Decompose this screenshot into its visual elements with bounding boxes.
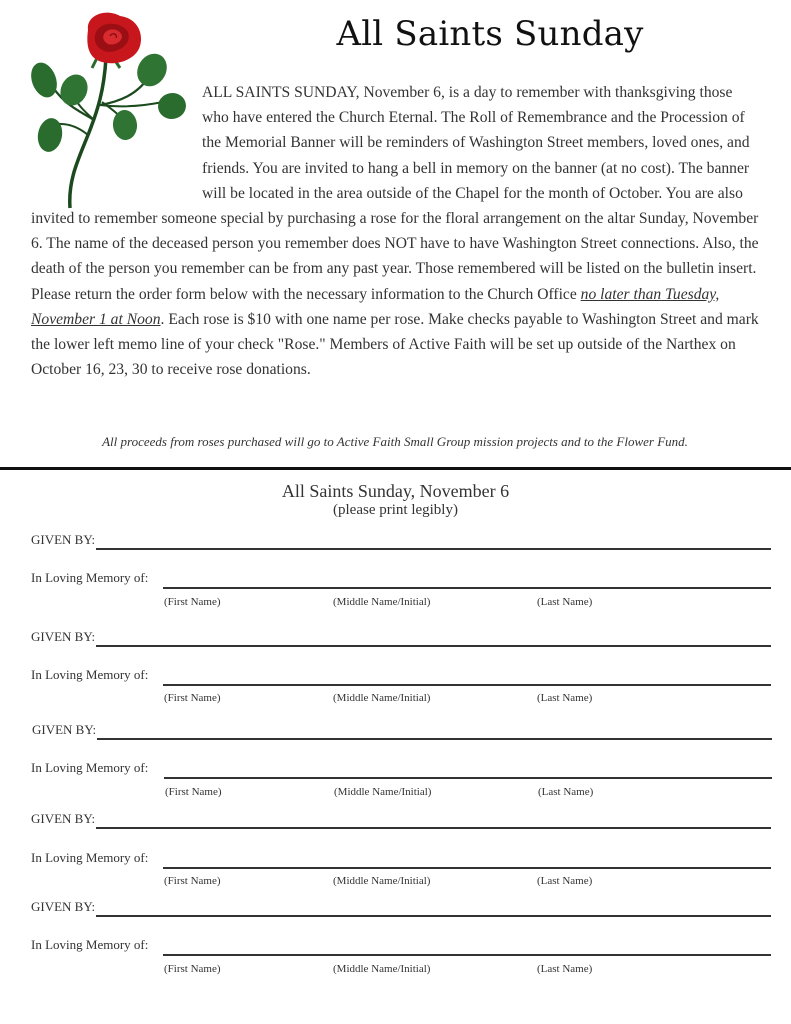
first-name-caption: (First Name) xyxy=(164,963,221,975)
last-name-caption: (Last Name) xyxy=(538,786,594,798)
memory-label: In Loving Memory of: xyxy=(31,570,149,585)
first-name-caption: (First Name) xyxy=(164,875,221,887)
image-wrap-spacer xyxy=(31,80,202,206)
middle-name-caption: (Middle Name/Initial) xyxy=(333,692,431,704)
middle-name-caption: (Middle Name/Initial) xyxy=(333,963,431,975)
middle-name-caption: (Middle Name/Initial) xyxy=(333,875,431,887)
memorial-entry xyxy=(0,898,791,988)
form-title: All Saints Sunday, November 6 xyxy=(281,481,510,501)
announcement-text-continued: . Each rose is $10 with one name per rose. Make checks payable to Washington Street and mark the lower left memo line of your check "Rose." Members of Active Faith will be set up outside of the Narthex on October 16, 23, 30 to receive rose donations. xyxy=(31,310,759,379)
announcement-text: ALL SAINTS SUNDAY, November 6, is a day to remember with thanksgiving those who have entered the Church Eternal. The Roll of Remembrance and the Procession of the Memorial Banner will be reminders of Washington Street members, loved ones, and friends. You are invited to hang a bell in memory on the banner (at no cost). The banner will be located in the area outside of the Chapel for the month of October. You are also invited to remember someone special by purchasing a rose for the floral arrangement on the altar Sunday, November 6. The name of the deceased person you remember does NOT have to have Washington Street connections. Also, the death of the person you remember can be from any past year. Those remembered will be listed on the bulletin insert. Please return the order form below with the necessary information to the Church Office xyxy=(31,84,759,303)
given-by-field[interactable] xyxy=(96,645,771,647)
last-name-caption: (Last Name) xyxy=(537,692,593,704)
memory-label: In Loving Memory of: xyxy=(31,850,149,865)
given-by-label: GIVEN BY: xyxy=(31,899,96,914)
proceeds-note: All proceeds from roses purchased will go to Active Faith Small Group mission projects and to the Flower Fund. xyxy=(102,434,688,449)
memory-name-field[interactable] xyxy=(164,777,772,779)
given-by-label: GIVEN BY: xyxy=(32,722,97,737)
given-by-field[interactable] xyxy=(96,915,771,917)
memorial-entry xyxy=(0,810,791,900)
middle-name-caption: (Middle Name/Initial) xyxy=(334,786,432,798)
first-name-caption: (First Name) xyxy=(164,692,221,704)
form-subtitle: (please print legibly) xyxy=(333,502,458,518)
memorial-entry xyxy=(0,720,791,810)
last-name-caption: (Last Name) xyxy=(537,875,593,887)
given-by-label: GIVEN BY: xyxy=(31,532,96,547)
memory-label: In Loving Memory of: xyxy=(31,667,149,682)
memory-name-field[interactable] xyxy=(163,867,771,869)
given-by-field[interactable] xyxy=(97,738,772,740)
given-by-label: GIVEN BY: xyxy=(31,629,96,644)
page-title: All Saints Sunday xyxy=(336,14,644,54)
section-divider xyxy=(0,467,791,470)
memory-label: In Loving Memory of: xyxy=(31,760,149,775)
given-by-field[interactable] xyxy=(96,548,771,550)
announcement-paragraph xyxy=(31,80,761,382)
memory-label: In Loving Memory of: xyxy=(31,937,149,952)
memory-name-field[interactable] xyxy=(163,587,771,589)
deadline-text: no later than Tuesday, November 1 at Noon xyxy=(31,285,720,328)
memorial-entry xyxy=(0,530,791,620)
memory-name-field[interactable] xyxy=(163,954,771,956)
middle-name-caption: (Middle Name/Initial) xyxy=(333,596,431,608)
first-name-caption: (First Name) xyxy=(164,596,221,608)
memory-name-field[interactable] xyxy=(163,684,771,686)
first-name-caption: (First Name) xyxy=(165,786,222,798)
last-name-caption: (Last Name) xyxy=(537,963,593,975)
given-by-label: GIVEN BY: xyxy=(31,811,96,826)
memorial-entry xyxy=(0,627,791,717)
last-name-caption: (Last Name) xyxy=(537,596,593,608)
given-by-field[interactable] xyxy=(96,827,771,829)
